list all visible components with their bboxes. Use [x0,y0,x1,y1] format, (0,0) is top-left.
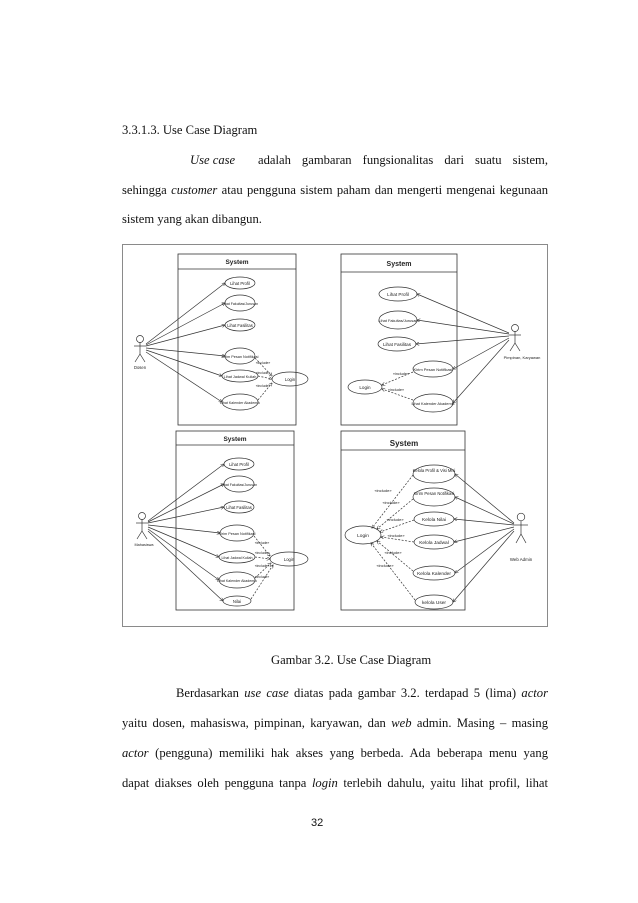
text-run: terlebih dahulu, yaitu lihat profil, lihat [337,776,548,790]
d3-rel-4: «include» [254,575,270,579]
d3-rel-1: «include» [254,541,270,545]
italic-run: customer [171,183,218,197]
d2-uc-3: Lihat Fasilitas [382,342,412,347]
d2-uc-1: Lihat Profil [387,292,409,297]
page-number: 32 [311,817,324,829]
text-run: yaitu dosen, mahasiswa, pimpinan, karyawan, dan [122,716,392,730]
use-case-figure [122,244,548,627]
d3-login: Login [283,557,295,562]
d1-title: System [225,259,249,266]
d2-uc-2: Lihat Fakultas/Jurusan [378,318,418,323]
section-heading: 3.3.1.3. Use Case Diagram [122,123,258,137]
d4-rel-1: «include» [374,488,392,493]
text-run: dapat diakses oleh pengguna tanpa [122,776,312,790]
d3-actor-label: Mahasiswa [134,543,154,547]
d1-uc-3: Lihat Fasilitas [227,323,253,328]
d1-uc-2: Lihat Fakultas/Jurusan [221,302,259,306]
text-run: (pengguna) memiliki hak akses yang berbeda. Ada beberapa menu yang [148,746,548,760]
d4-title: System [389,439,419,448]
text-run: Berdasarkan [176,686,245,700]
d4-rel-2: «include» [382,500,400,505]
d2-uc-4: Kirim Pesan Notifikasi [413,367,453,372]
text-run: sehingga [122,183,172,197]
body-line-3 [122,744,548,762]
d3-uc-2: Lihat Fakultas/Jurusan [220,483,258,487]
use-case-diagram-svg [123,245,547,626]
d4-actor-label: Web Admin [509,557,533,562]
d3-uc-1: Lihat Profil [229,462,249,467]
d1-uc-4: Kirim Pesan Notifikasi [221,355,259,359]
body-line-2 [122,714,548,732]
body-line-1 [176,684,548,702]
italic-run: login [311,776,338,790]
d1-uc-1: Lihat Profil [230,281,250,286]
d2-title: System [386,261,412,268]
intro-line-1 [190,151,235,169]
d4-rel-6: «include» [376,563,394,568]
d1-actor-label: Dosen [133,365,147,370]
d1-rel-1: «include» [255,361,271,365]
d3-uc-7: Nilai [232,599,242,604]
d4-rel-3: «include» [386,517,404,522]
d1-rel-3: «include» [255,384,271,388]
text-run: diatas pada gambar 3.2. terdapad 5 (lima) [288,686,522,700]
d3-uc-3: Lihat Fasilitas [226,505,252,510]
intro-line-2 [122,181,548,199]
d1-uc-5: Lihat Jadwal Kuliah [223,375,257,379]
d2-login: Login [359,385,371,390]
d2-rel-2: «include» [387,388,405,392]
d1-uc-6: Lihat Kalender Akademik [220,401,260,405]
d4-uc-4: Kelola Jadwal [419,541,449,546]
d4-login: Login [357,534,369,539]
d3-uc-5: Lihat Jadwal Kuliah [221,556,253,560]
text-run: atau pengguna sistem paham dan mengerti mengenai kegunaan [217,183,548,197]
italic-run: web [391,716,412,730]
d3-title: System [223,436,247,443]
d2-rel-1: «include» [392,372,410,376]
d1-rel-2: «include» [255,371,271,375]
intro-italic-term: Use case [190,153,236,167]
d4-rel-5: «include» [384,550,402,555]
d4-rel-4: «include» [387,533,405,538]
intro-line-3: sistem yang akan dibangun. [122,212,262,226]
d3-rel-2: «include» [254,551,270,555]
intro-line-1-rest: adalah gambaran fungsionalitas dari suatu sistem, [258,153,548,167]
text-run: admin. Masing – masing [411,716,548,730]
figure-caption: Gambar 3.2. Use Case Diagram [271,653,432,667]
d4-uc-6: kelola User [422,601,446,606]
d4-uc-5: Kelola Kalender [417,572,451,577]
d3-uc-4: Kirim Pesan Notifikasi [218,532,256,536]
system-boundary-2 [341,254,457,425]
d4-uc-1: Kelola Profil & Visi Misi [412,468,456,473]
system-boundary-1 [178,254,296,425]
d4-uc-2: Kirim Pesan Notifikasi [413,491,455,496]
body-line-4 [122,774,548,792]
d3-uc-6: Lihat Kalender Akademik [217,579,257,583]
d2-actor-label: Pimpinan, Karyawan [503,355,541,360]
italic-run: actor [521,686,548,700]
d3-rel-3: «include» [254,564,270,568]
d1-login: Login [284,377,296,382]
d4-uc-3: Kelola Nilai [422,518,446,523]
italic-run: use case [244,686,289,700]
d2-uc-5: Lihat Kalender Akademik [411,401,455,406]
italic-run: actor [122,746,149,760]
